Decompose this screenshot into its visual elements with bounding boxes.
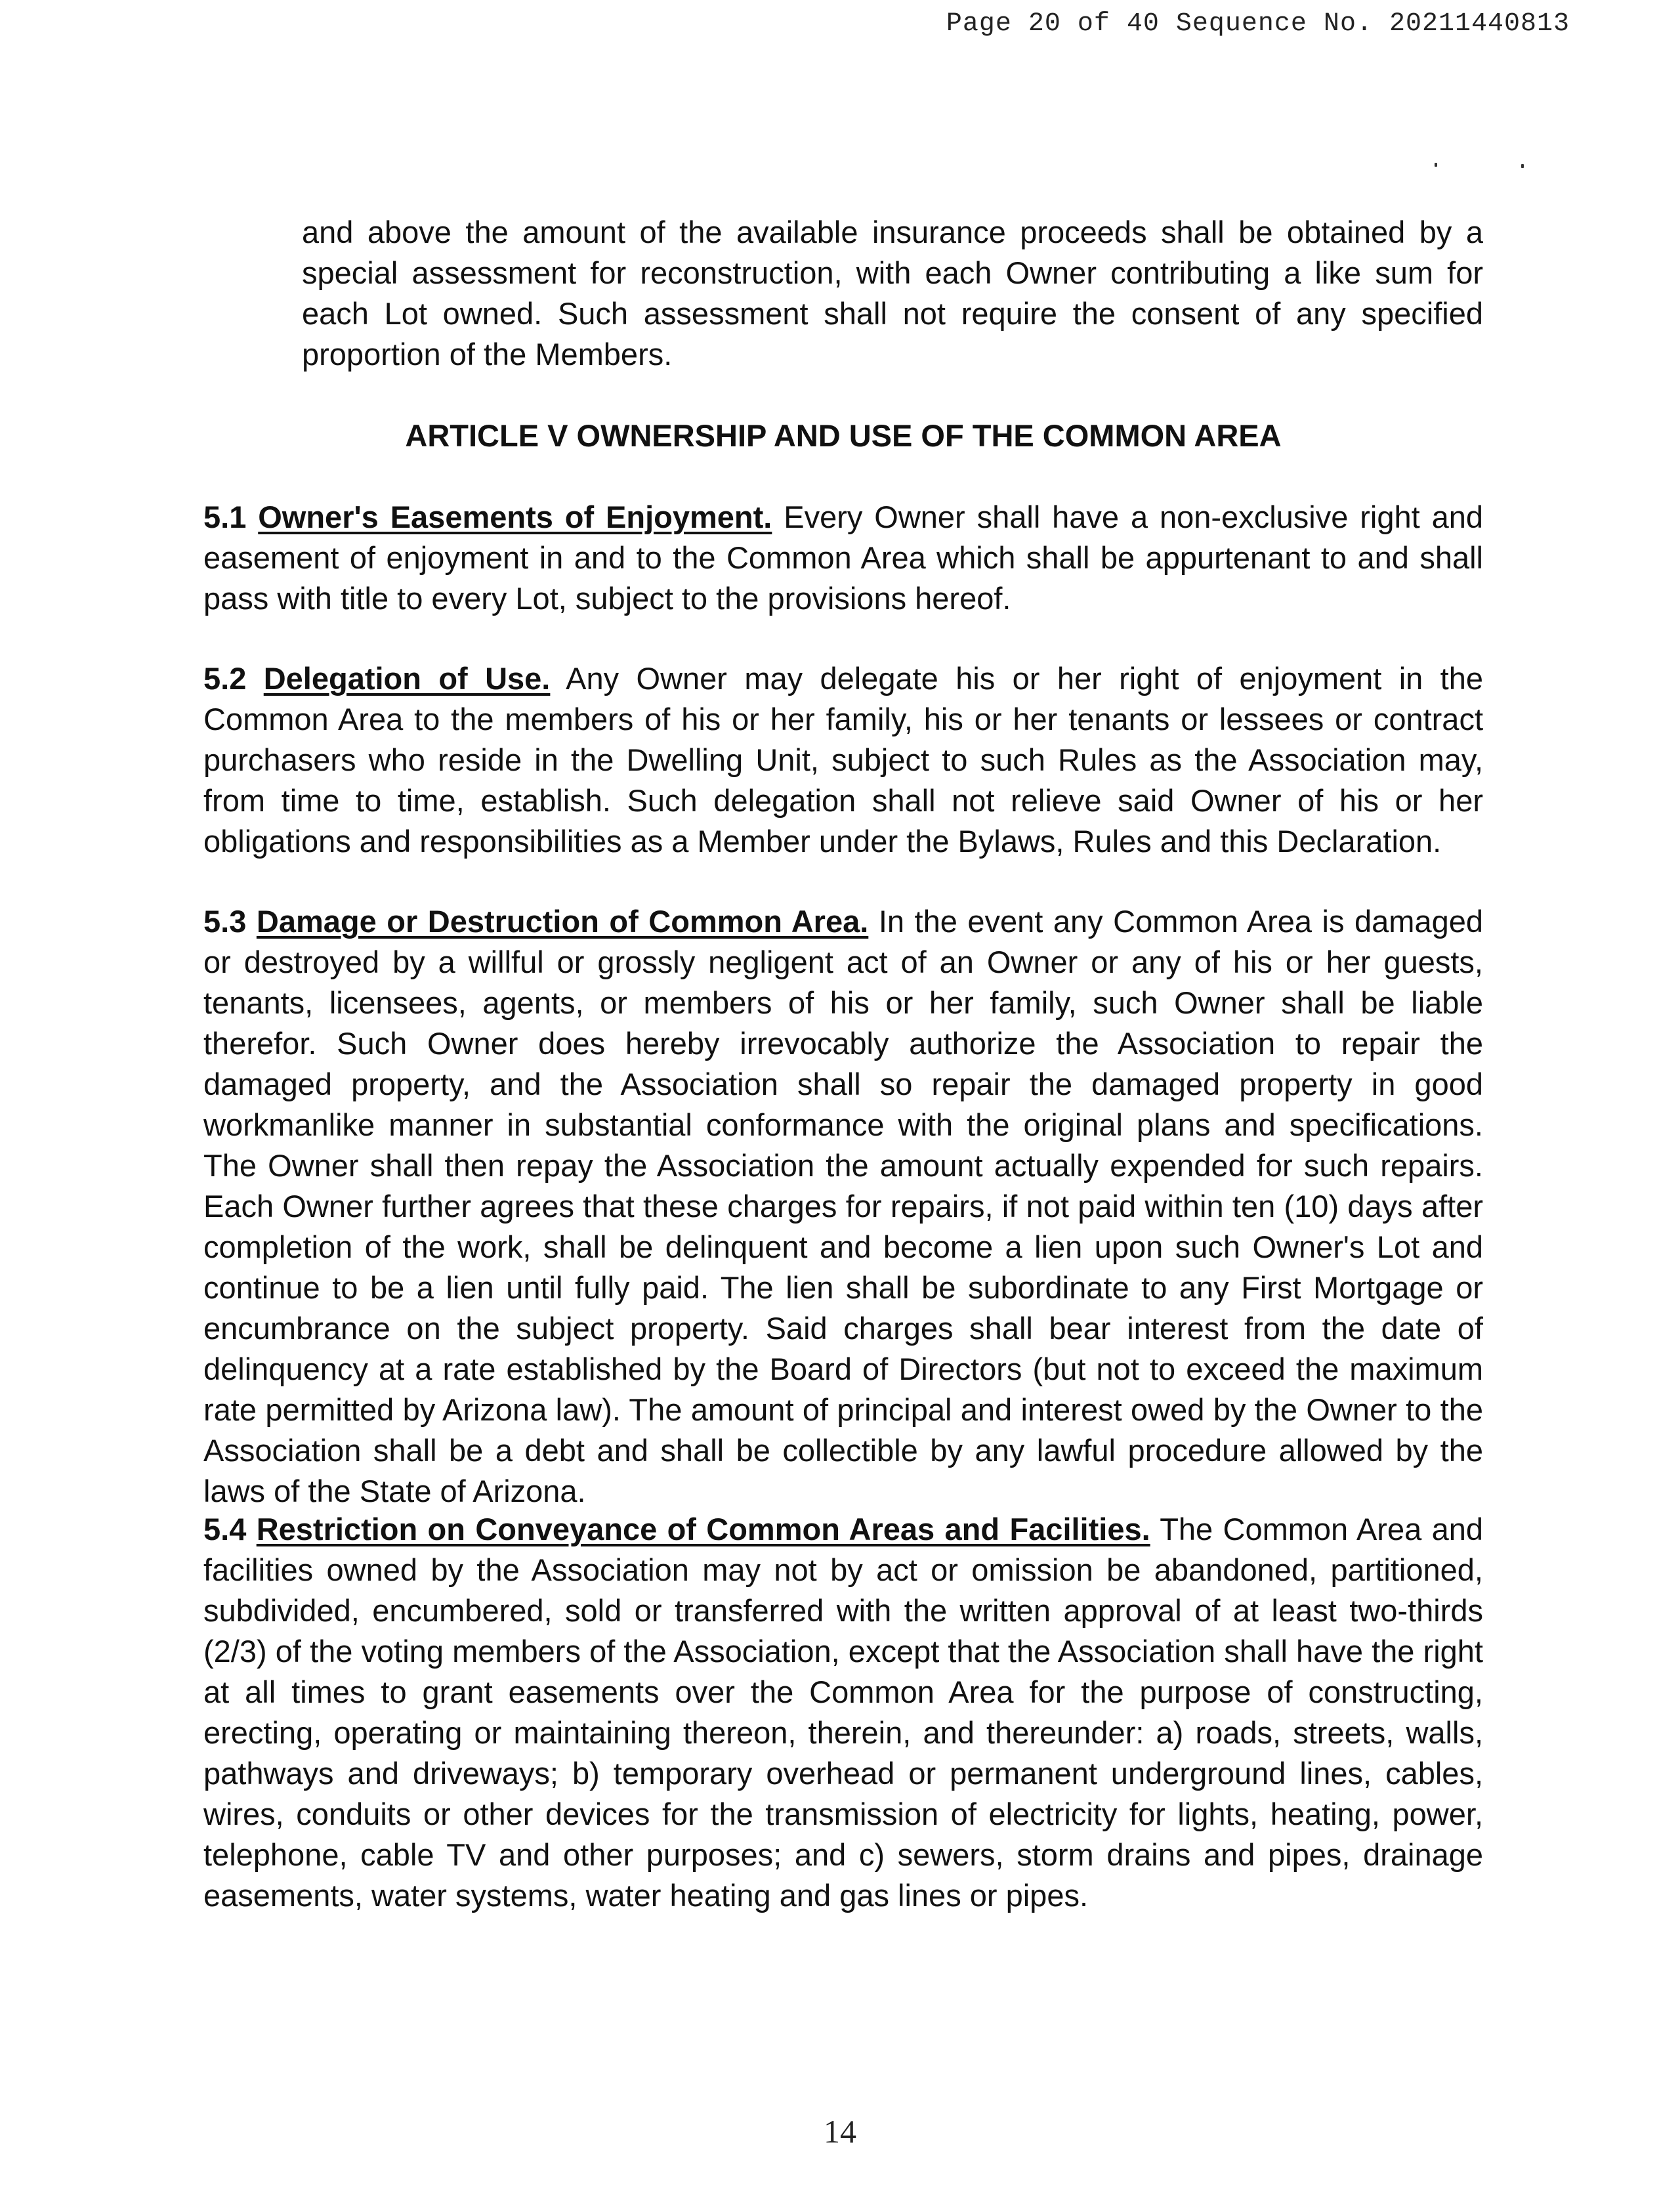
section-number: 5.2 bbox=[203, 661, 247, 696]
section-body: In the event any Common Area is damaged or destroyed by a willful or grossly negligent act of an Owner or any of his or her guests, tenants, licensees, agents, or members of his or her family, such Owner shall be liable therefor. Such Owner does hereby irrevocably authorize the Association to repair the damaged property, and the Association shall so repair the damaged property in good workmanlike manner in substantial conformance with the original plans and specifications. The Owner shall then repay the Association the amount actually expended for such repairs. Each Owner further agrees that these charges for repairs, if not paid within ten (10) days after completion of the work, shall be delinquent and become a lien upon such Owner's Lot and continue to be a lien until fully paid. The lien shall be subordinate to any First Mortgage or encumbrance on the subject property. Said charges shall bear interest from the date of delinquency at a rate established by the Board of Directors (but not to exceed the maximum rate permitted by Arizona law). The amount of principal and interest owed by the Owner to the Association shall be a debt and shall be collectible by any lawful procedure allowed by the laws of the State of Arizona. bbox=[203, 904, 1484, 1508]
page-number: 14 bbox=[824, 2113, 856, 2150]
section-5-1 bbox=[203, 497, 1483, 619]
section-body: Every Owner shall have a non-exclusive right and easement of enjoyment in and to the Common Area which shall be appurtenant to and shall pass with title to every Lot, subject to the provisions hereof. bbox=[203, 500, 1483, 616]
article-heading: ARTICLE V OWNERSHIP AND USE OF THE COMMON AREA bbox=[405, 418, 1282, 453]
section-5-3 bbox=[203, 901, 1483, 1512]
page-sequence-header: Page 20 of 40 Sequence No. 20211440813 bbox=[946, 9, 1570, 39]
section-title: Owner's Easements of Enjoyment. bbox=[258, 500, 772, 534]
section-number: 5.3 bbox=[203, 904, 247, 939]
section-title: Delegation of Use. bbox=[263, 661, 551, 696]
section-body: The Common Area and facilities owned by the Association may not by act or omission be abandoned, partitioned, subdivided, encumbered, sold or transferred with the written approval of at least two-thirds (2/3) of the voting members of the Association, except that the Association shall have the right at all times to grant easements over the Common Area for the purpose of constructing, erecting, operating or maintaining thereon, therein, and thereunder: a) roads, streets, walls, pathways and driveways; b) temporary overhead or permanent underground lines, cables, wires, conduits or other devices for the transmission of electricity for lights, heating, power, telephone, cable TV and other purposes; and c) sewers, storm drains and pipes, drainage easements, water systems, water heating and gas lines or pipes. bbox=[203, 1512, 1483, 1913]
section-title: Restriction on Conveyance of Common Areas and Facilities. bbox=[256, 1512, 1150, 1546]
section-number: 5.1 bbox=[203, 500, 247, 534]
section-title: Damage or Destruction of Common Area. bbox=[256, 904, 869, 939]
section-5-2 bbox=[203, 658, 1483, 862]
section-number: 5.4 bbox=[203, 1512, 247, 1546]
section-body: Any Owner may delegate his or her right of enjoyment in the Common Area to the members of his or her family, his or her tenants or lessees or contract purchasers who reside in the Dwelling Unit, subject to such Rules as the Association may, from time to time, establish. Such delegation shall not relieve said Owner of his or her obligations and responsibilities as a Member under the Bylaws, Rules and this Declaration. bbox=[203, 661, 1484, 859]
section-5-4 bbox=[203, 1509, 1483, 1916]
intro-paragraph: and above the amount of the available insurance proceeds shall be obtained by a special assessment for reconstruction, with each Owner contributing a like sum for each Lot owned. Such assessment shall not require the consent of any specified proportion of the Members. bbox=[302, 215, 1483, 372]
